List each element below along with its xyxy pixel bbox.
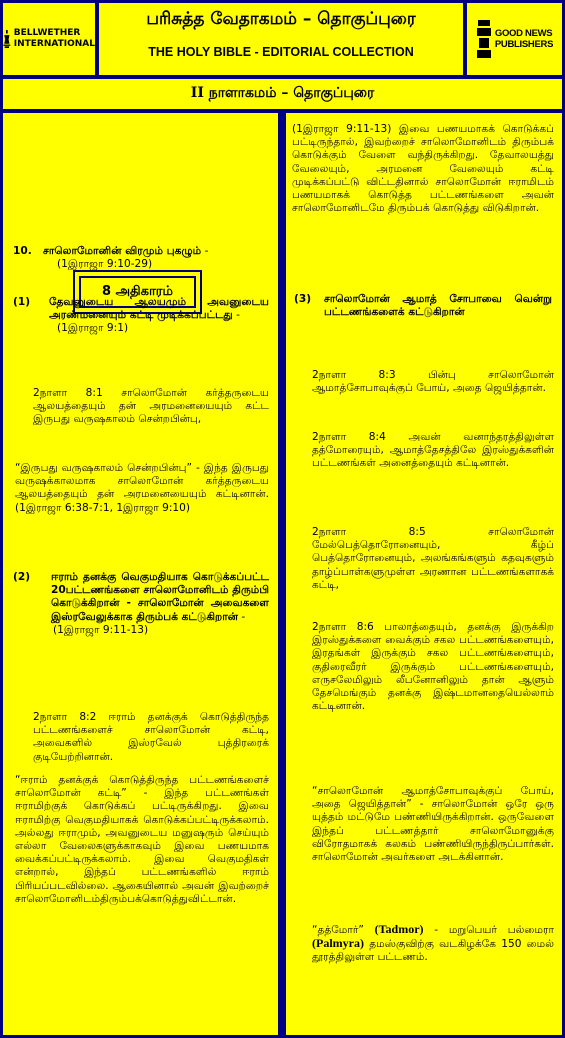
title-box (99, 3, 463, 75)
section-1-heading (49, 296, 269, 336)
paragraph-8: 2நாளா 8:5 சாலொமோன் மேல்பெத்தொரோனையும், கீழ்ப் பெத்தொரோனையும், அலங்கங்களும் கதவுகளும் தாழ்ப்பாள்களுமுள்ள அரணான பட்டணங்களாகக் கட்டி, (312, 526, 554, 591)
section-2-heading (51, 571, 269, 637)
tadmor-term: (Tadmor) (374, 922, 424, 936)
section-10-dash: - (201, 245, 209, 257)
chapter-heading: 8 அதிகாரம் (79, 276, 196, 308)
left-logo-text: BELLWETHER INTERNATIONAL (13, 28, 95, 49)
section-2-ref: (1இராஜா 9:11-13) (53, 623, 149, 636)
paragraph-6: 2நாளா 8:3 பின்பு சாலொமோன் ஆமாத்சோபாவுக்குப் போய், அதை ஜெயித்தான். (312, 369, 554, 395)
left-column (3, 113, 278, 1035)
right-logo (467, 3, 562, 75)
subtitle: II நாளாகமம் – தொகுப்புரை (190, 85, 375, 101)
section-10-ref: (1இராஜா 9:10-29) (57, 258, 153, 271)
paragraph-3: 2நாளா 8:2 ஈராம் தனக்குக் கொடுத்திருந்த பட்டணங்களைச் சாலொமோன் கட்டி, அவைகளில் இஸ்ரவேல் புத்திரரைக் குடியேற்றினான். (33, 711, 269, 763)
title-tamil: பரிசுத்த வேதாகமம் – தொகுப்புரை (146, 9, 416, 29)
paragraph-11 (312, 923, 554, 965)
section-1-title: தேவனுடைய ஆலயமும் அவனுடைய அரண்மனையும் கட்டி முடிக்கப்பட்டது (49, 296, 269, 322)
section-3-title: சாலொமோன் ஆமாத் சோபாவை வென்று பட்டணங்களைக் கட்டுகிறான் (324, 293, 552, 319)
section-10-heading (43, 245, 269, 271)
title-english: THE HOLY BIBLE - EDITORIAL COLLECTION (148, 45, 414, 59)
paragraph-11-e: தமஸ்குவிற்கு வடகிழக்கே 150 மைல் தூரத்திலுள்ள பட்டணம். (312, 938, 554, 964)
paragraph-11-c: - மறுபெயர் பல்மைரா (423, 924, 554, 936)
paragraph-7: 2நாளா 8:4 அவன் வனாந்தரத்திலுள்ள தத்மோரையும், ஆமாத்தேசத்திலே இரஸ்துக்களின் பட்டணங்கள் அனைத்தையும் கட்டினான். (312, 431, 554, 470)
right-logo-text: GOOD NEWS PUBLISHERS (494, 28, 554, 50)
section-10-number: 10. (13, 245, 32, 257)
paragraph-9: 2நாளா 8:6 பாலாத்தையும், தனக்கு இருக்கிற இரஸ்துக்களை வைக்கும் சகல பட்டணங்களையும், இரதங்கள் இருக்கும் சகல பட்டணங்களையும், குதிரைவீரர் இருக்கும் பட்டணங்களையும், எருசலேமிலும் லீபனோனிலும் தான் ஆளும் தேசமெங்கும் தனக்கு இஷ்டமானதையெல்லாம் கட்டினான். (312, 621, 554, 713)
section-1-dash: - (232, 309, 240, 322)
section-1-number: (1) (13, 296, 31, 308)
paragraph-5: (1இராஜா 9:11-13) இவை பணயமாகக் கொடுக்கப் பட்டிருந்தால், இவற்றைச் சாலொமோனிடம் திரும்பக் கொடுக்கும் வேளை வந்திருக்கிறது. தேவாலயத்து வேலையும், அரமனை வேலையும் கட்டி முடிக்கப்பட்டு விட்டதினால் சாலொமோன் ஈராமிடம் பணயமாகக் கொடுத்த பட்டணங்களை அவன் சாலொமோனிடமே திரும்பக் கொடுத்து விடுகிறான். (292, 123, 554, 215)
left-logo (3, 3, 95, 75)
paragraph-11-a: “தத்மோர்” (312, 924, 375, 936)
section-10-title: சாலொமோனின் விரமும் புகழும் (43, 245, 202, 257)
section-2-title: ஈராம் தனக்கு வெகுமதியாக கொடுக்கப்பட்ட 20பட்டணங்களை சாலொமோனிடம் திரும்பி கொடுக்கிறான் - சாலொமோன் அவைகளை இஸ்ரவேலுக்காக திரும்பக் கட்டுகிறான் (51, 571, 269, 623)
section-2-dash: - (238, 610, 246, 623)
section-2-number: (2) (13, 571, 31, 583)
paragraph-2: “இருபது வருஷகாலம் சென்றபின்பு” - இந்த இருபது வருஷக்காலமாக சாலொமோன் கர்த்தருடைய ஆலயத்தையும் தன் அரமனையையும் கட்டினான். (1இராஜா 6:38-7:1, 1இராஜா 9:10) (15, 462, 269, 514)
paragraph-10: “சாலொமோன் ஆமாத்சோபாவுக்குப் போய், அதை ஜெயித்தான்” - சாலொமோன் ஒரே ஒரு யுத்தம் மட்டுமே பண்ணியிருக்கிறான். ஒருவேளை இந்தப் பட்டணத்தார் சாலொமோனுக்கு விரோதமாகக் கலகம் பண்ணியிருந்திருப்பார்கள். சாலொமோன் அவர்களை அடக்கினான். (312, 785, 554, 864)
palmyra-term: (Palmyra) (312, 936, 364, 951)
right-column (286, 113, 562, 1035)
section-3-number: (3) (294, 293, 312, 305)
paragraph-1: 2நாளா 8:1 சாலொமோன் கர்த்தருடைய ஆலயத்தையும் தன் அரமனையையும் கட்ட இருபது வருஷகாலம் சென்றபின்பு, (33, 387, 269, 426)
subtitle-bar (3, 79, 562, 109)
section-1-ref: (1இராஜா 9:1) (57, 322, 129, 335)
bellwether-bell-icon (3, 16, 11, 62)
book-stack-icon (476, 16, 492, 62)
paragraph-4: “ஈராம் தனக்குக் கொடுத்திருந்த பட்டணங்களைச் சாலொமோன் கட்டி” - இந்த பட்டணங்கள் ஈராமிற்குக் கொடுக்கப் பட்டிருக்கிறது. இவை ஈராமிற்கு வெகுமதியாகக் கொடுக்கப்பட்டிருக்கலாம். அல்லது ஈராமும், அவனுடைய மனுஷரும் செய்யும் எல்லா வேலைகளுக்காகவும் இவை பணயமாக வைக்கப்பட்டிருக்கலாம். இவை வெகுமதிகள் என்றால், இந்தப் பட்டணங்களில் ஈராம் பிரியப்படவில்லை. ஆகையினால் அவன் இவற்றைச் சாலொமோனிடம்திரும்பக்கொடுத்துவிட்டான். (15, 774, 269, 905)
